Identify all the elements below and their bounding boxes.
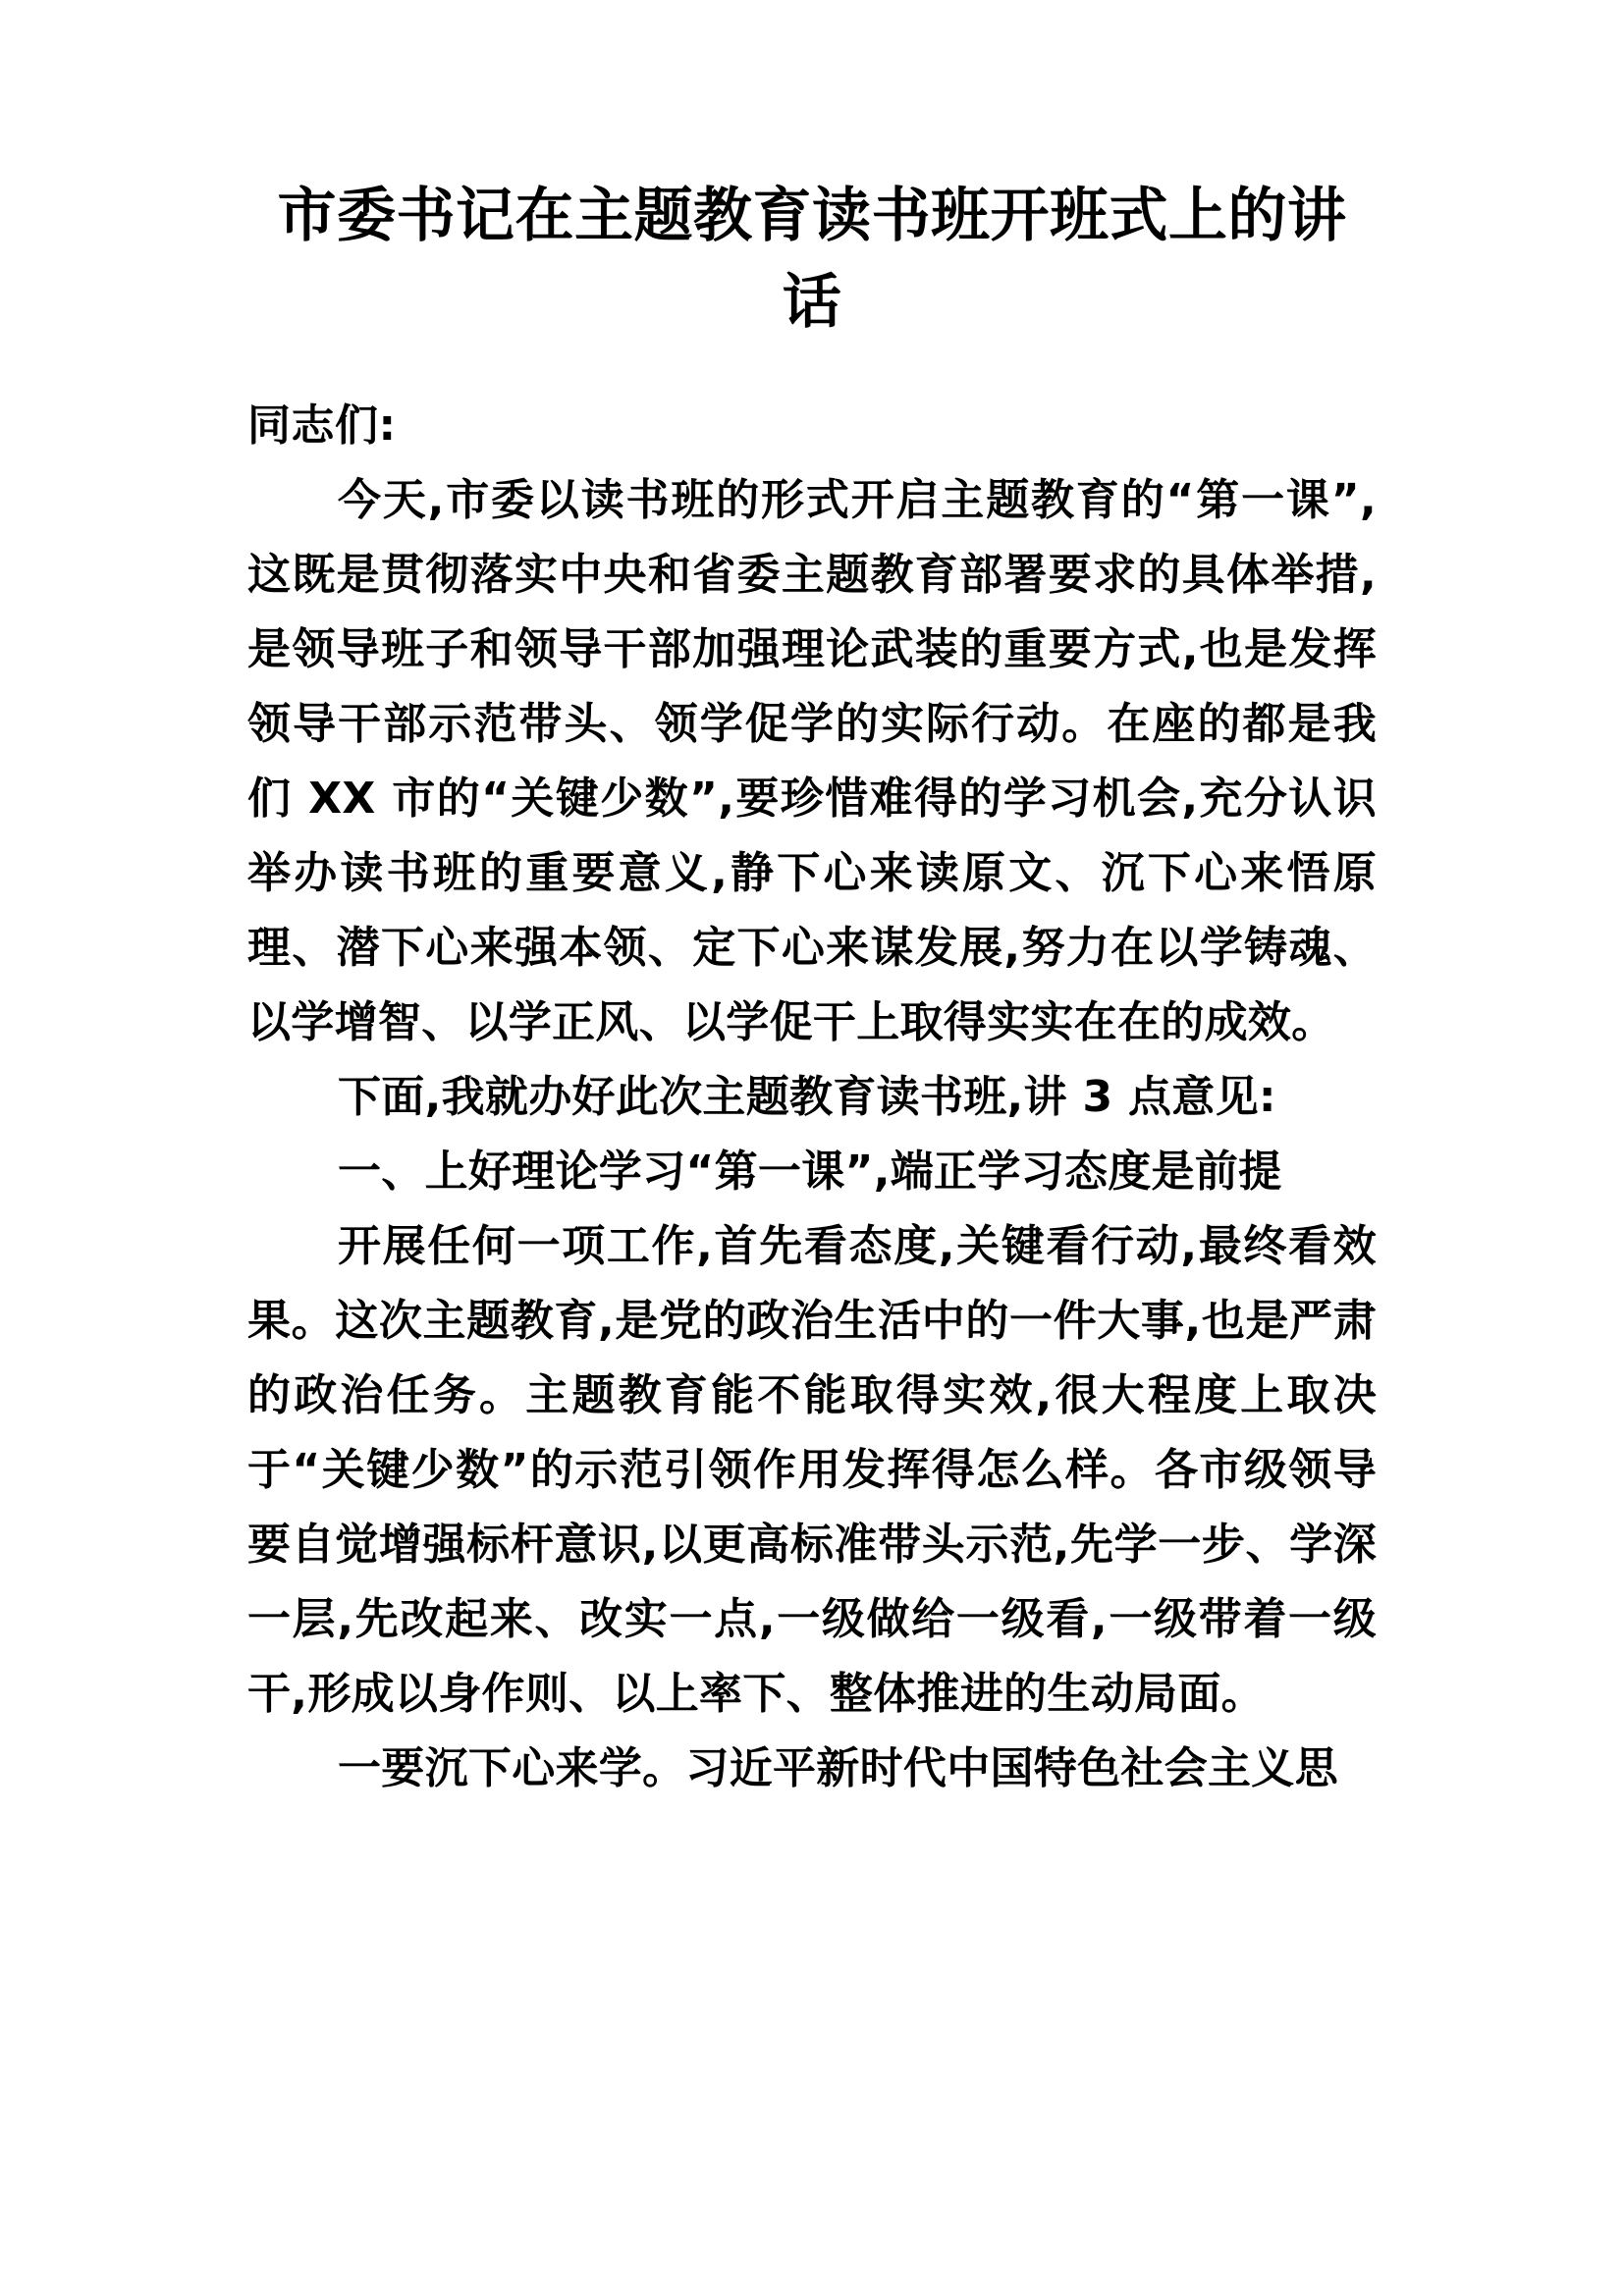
- section-heading-one: 一、上好理论学习“第一课”,端正学习态度是前提: [338, 1147, 1282, 1197]
- paragraph-section-one-body: 开展任何一项工作,首先看态度,关键看行动,最终看效果。这次主题教育,是党的政治生活中的一件大事,也是严肃的政治任务。主题教育能不能取得实效,很大程度上取决于“关键少数”的示范引领作用发挥得怎么样。各市级领导要自觉增强标杆意识,以更高标准带头示范,先学一步、学深一层,先改起来、改实一点,一级做给一级看,一级带着一级干,形成以身作则、以上率下、整体推进的生动局面。: [247, 1221, 1377, 1719]
- page-title: 市委书记在主题教育读书班开班式上的讲话: [277, 182, 1347, 337]
- paragraph-point-one: 一要沉下心来学。习近平新时代中国特色社会主义思: [338, 1743, 1338, 1793]
- document-content: [247, 173, 1377, 1806]
- salutation-line: 同志们:: [247, 400, 397, 451]
- paragraph-opening-remarks: 今天,市委以读书班的形式开启主题教育的“第一课”,这既是贯彻落实中央和省委主题教育部署要求的具体举措,是领导班子和领导干部加强理论武装的重要方式,也是发挥领导干部示范带头、领学促学的实际行动。在座的都是我们 XX 市的“关键少数”,要珍惜难得的学习机会,充分认识举办读书班的重要意义,静下心来读原文、沉下心来悟原理、潜下心来强本领、定下心来谋发展,努力在以学铸魂、以学增智、以学正风、以学促干上取得实实在在的成效。: [247, 475, 1377, 1047]
- paragraph-transition: 下面,我就办好此次主题教育读书班,讲 3 点意见:: [338, 1072, 1276, 1122]
